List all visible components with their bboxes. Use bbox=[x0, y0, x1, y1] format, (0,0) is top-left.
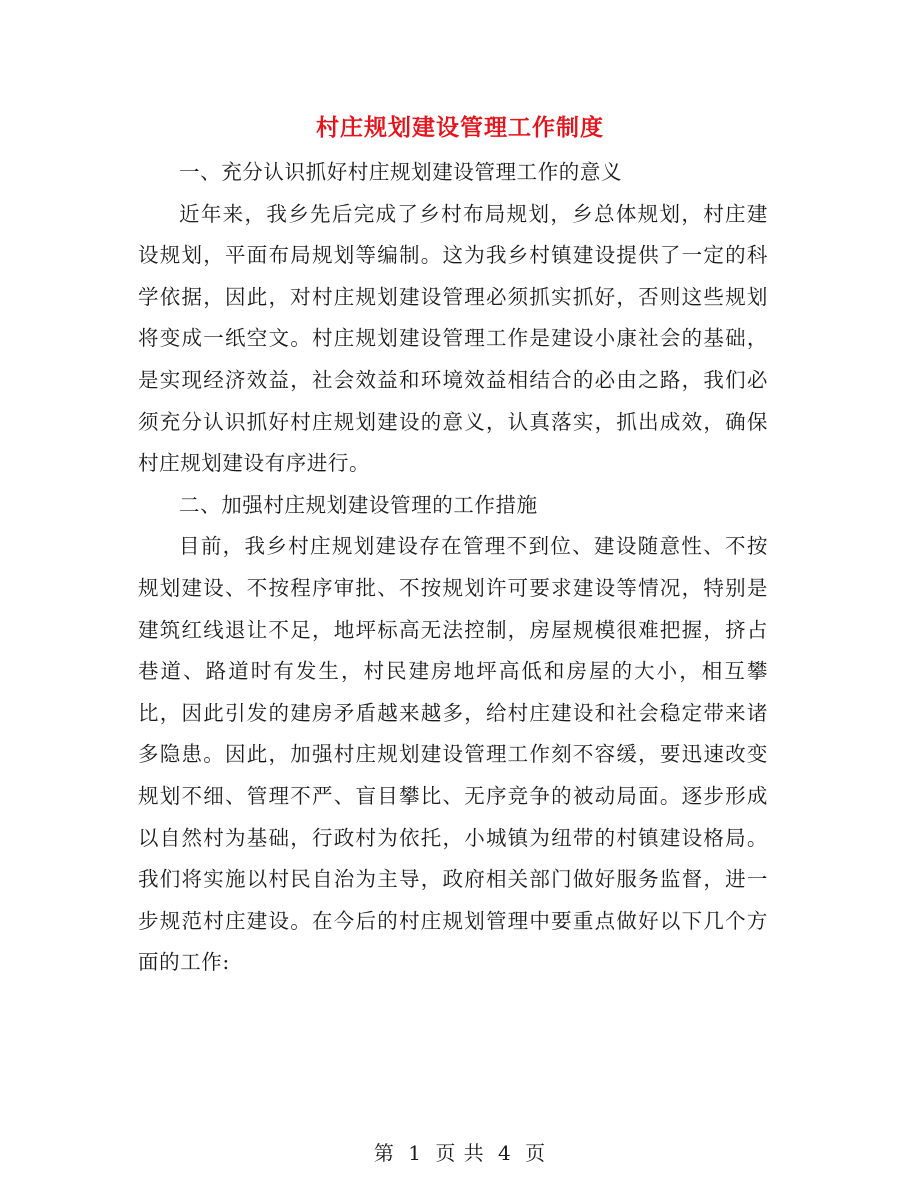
page-label-suffix: 页 bbox=[525, 1141, 547, 1165]
section-heading-1: 一、充分认识抓好村庄规划建设管理工作的意义 bbox=[179, 160, 623, 184]
document-title: 村庄规划建设管理工作制度 bbox=[316, 114, 604, 141]
body-paragraph-1: 近年来，我乡先后完成了乡村布局规划，乡总体规划，村庄建设规划，平面布局规划等编制。这为我乡村镇建设提供了一定的科学依据，因此，对村庄规划建设管理必须抓实抓好，否则这些规划将变成一纸空文。村庄规划建设管理工作是建设小康社会的基础，是实现经济效益，社会效益和环境效益相结合的必由之路，我们必须充分认识抓好村庄规划建设的意义，认真落实，抓出成效，确保村庄规划建设有序进行。 bbox=[138, 201, 768, 476]
section-heading-2: 二、加强村庄规划建设管理的工作措施 bbox=[179, 492, 538, 517]
page-label-prefix: 第 bbox=[373, 1141, 395, 1165]
total-pages-number: 4 bbox=[498, 1141, 512, 1165]
page-footer bbox=[0, 1138, 920, 1168]
current-page-number: 1 bbox=[408, 1141, 422, 1165]
page-label-mid: 页 共 bbox=[435, 1141, 485, 1165]
body-paragraph-2: 目前，我乡村庄规划建设存在管理不到位、建设随意性、不按规划建设、不按程序审批、不按规划许可要求建设等情况，特别是建筑红线退让不足，地坪标高无法控制，房屋规模很难把握，挤占巷道、路道时有发生，村民建房地坪高低和房屋的大小，相互攀比，因此引发的建房矛盾越来越多，给村庄建设和社会稳定带来诸多隐患。因此，加强村庄规划建设管理工作刻不容缓，要迅速改变规划不细、管理不严、盲目攀比、无序竞争的被动局面。逐步形成以自然村为基础，行政村为依托，小城镇为纽带的村镇建设格局。我们将实施以村民自治为主导，政府相关部门做好服务监督，进一步规范村庄建设。在今后的村庄规划管理中要重点做好以下几个方面的工作: bbox=[138, 534, 768, 975]
document-body bbox=[138, 152, 768, 984]
